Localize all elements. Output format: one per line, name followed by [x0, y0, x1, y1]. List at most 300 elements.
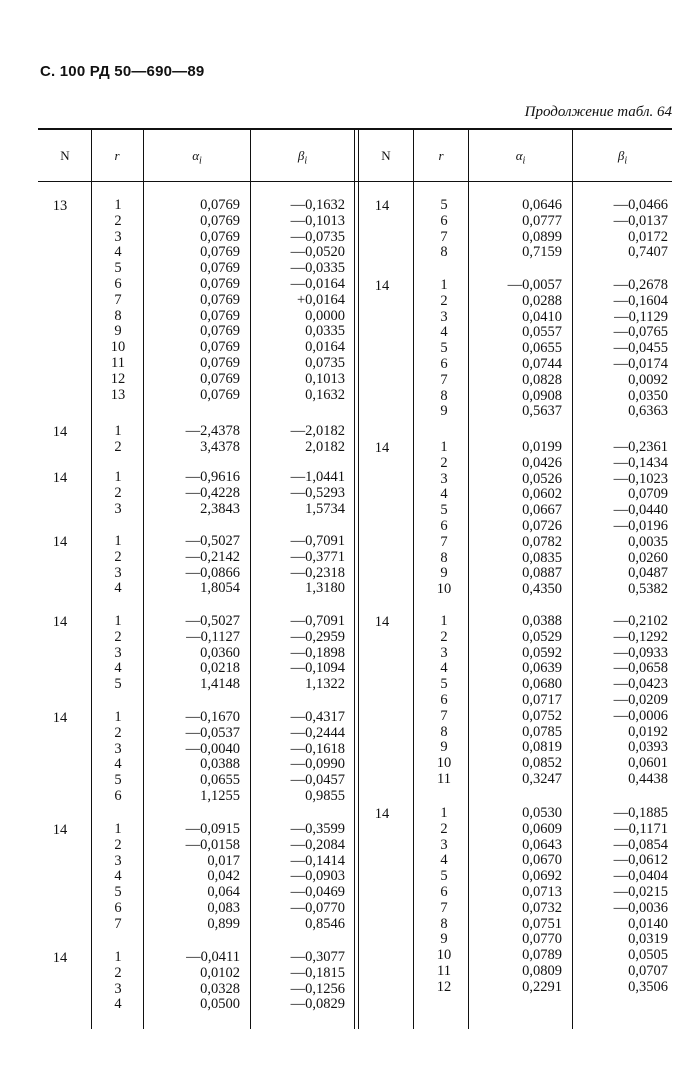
block-n-value: 13 [52, 198, 68, 214]
r-value: 2 [440, 820, 448, 837]
alpha-value: 2,3843 [200, 500, 240, 517]
beta-value: 0,0735 [305, 354, 345, 371]
r-value: 4 [440, 660, 448, 677]
beta-value: —0,1013 [290, 212, 345, 229]
alpha-value: 0,0732 [522, 899, 562, 916]
beta-value: 0,0192 [628, 723, 668, 740]
alpha-value: 0,4350 [522, 581, 562, 598]
beta-value: —0,0006 [613, 707, 668, 724]
alpha-value: 0,083 [207, 899, 240, 916]
block-n-value: 14 [52, 822, 68, 838]
alpha-value-column [150, 710, 240, 805]
r-value-column [424, 198, 464, 261]
r-value: 3 [440, 308, 448, 325]
header-r: r [114, 148, 120, 163]
block-n-value: 14 [374, 440, 390, 456]
beta-value: 0,7407 [628, 244, 668, 261]
beta-value: 0,0350 [628, 387, 668, 404]
r-value: 6 [440, 691, 448, 708]
alpha-value: —0,0158 [185, 836, 240, 853]
beta-value: —0,2444 [290, 724, 345, 741]
beta-value: 1,3180 [305, 580, 345, 597]
beta-value: —0,0829 [290, 996, 345, 1013]
alpha-value: 0,0887 [522, 565, 562, 582]
beta-value: —1,0441 [290, 469, 345, 485]
alpha-value: 0,0643 [522, 836, 562, 853]
r-value: 2 [114, 438, 122, 455]
alpha-value: —0,0537 [185, 724, 240, 741]
r-value: 1 [440, 805, 448, 821]
r-value: 2 [114, 212, 122, 229]
alpha-value: 0,0789 [522, 947, 562, 964]
beta-value: —0,1292 [613, 628, 668, 645]
r-value: 10 [436, 581, 452, 598]
r-value: 2 [440, 292, 448, 309]
beta-value: —0,2102 [613, 613, 668, 629]
alpha-value: —0,1670 [185, 709, 240, 725]
alpha-value: 0,0288 [522, 292, 562, 309]
alpha-value: 0,0769 [200, 244, 240, 261]
beta-value: —0,0770 [290, 899, 345, 916]
beta-value: —2,0182 [290, 423, 345, 439]
r-value: 3 [114, 228, 122, 245]
beta-value: 0,6363 [628, 403, 668, 420]
beta-value: —0,0466 [613, 197, 668, 213]
alpha-value: 0,0717 [522, 691, 562, 708]
alpha-value-column [472, 806, 562, 996]
beta-value: —0,0658 [613, 660, 668, 677]
r-value-column [98, 470, 138, 517]
beta-value: 0,0172 [628, 228, 668, 245]
r-value: 1 [114, 821, 122, 837]
r-value: 6 [440, 355, 448, 372]
alpha-value-column [150, 198, 240, 403]
alpha-value: 0,017 [207, 852, 240, 869]
r-value: 3 [114, 500, 122, 517]
r-value: 1 [440, 613, 448, 629]
beta-value: —0,0765 [613, 324, 668, 341]
r-value-column [98, 424, 138, 456]
beta-value: —0,1023 [613, 470, 668, 487]
beta-value-column [578, 278, 668, 420]
alpha-value: 0,0726 [522, 517, 562, 534]
beta-value: —0,2959 [290, 628, 345, 645]
column-divider [143, 129, 144, 1029]
r-value: 2 [114, 836, 122, 853]
r-value-column [424, 440, 464, 598]
r-value-column [98, 950, 138, 1013]
beta-value: 0,0092 [628, 371, 668, 388]
r-value-column [424, 614, 464, 788]
r-value: 4 [114, 868, 122, 885]
block-n-value: 14 [374, 806, 390, 822]
beta-value-column [255, 198, 345, 403]
r-value: 4 [440, 324, 448, 341]
r-value: 2 [114, 484, 122, 501]
beta-value: 1,5734 [305, 500, 345, 517]
r-value: 9 [440, 565, 448, 582]
beta-value: 0,0035 [628, 533, 668, 550]
alpha-value-column [472, 278, 562, 420]
block-n-value: 14 [374, 614, 390, 630]
r-value: 6 [440, 883, 448, 900]
beta-value: 0,0709 [628, 486, 668, 503]
r-value: 4 [114, 756, 122, 773]
beta-value: —0,0174 [613, 355, 668, 372]
block-n-value: 14 [52, 710, 68, 726]
beta-value: 0,8546 [305, 915, 345, 932]
r-value: 1 [114, 197, 122, 213]
alpha-value: 0,2291 [522, 978, 562, 995]
alpha-value: 0,0328 [200, 980, 240, 997]
r-value: 3 [440, 470, 448, 487]
r-value: 5 [440, 868, 448, 885]
alpha-value: 0,0646 [522, 197, 562, 213]
alpha-value: 0,0769 [200, 291, 240, 308]
header-beta: $\beta_i$ [297, 148, 308, 167]
alpha-value: 0,0852 [522, 755, 562, 772]
r-value: 8 [114, 307, 122, 324]
r-value: 9 [440, 931, 448, 948]
beta-value: 0,0260 [628, 549, 668, 566]
r-value: 9 [114, 323, 122, 340]
beta-value: —0,1256 [290, 980, 345, 997]
alpha-value: 0,899 [207, 915, 240, 932]
r-value: 2 [114, 724, 122, 741]
r-value: 5 [440, 340, 448, 357]
r-value: 8 [440, 723, 448, 740]
beta-value: —0,2678 [613, 277, 668, 293]
r-value: 7 [440, 707, 448, 724]
r-value: 6 [114, 275, 122, 292]
beta-value: —0,4317 [290, 709, 345, 725]
beta-value: —0,0933 [613, 644, 668, 661]
beta-value: —0,1171 [614, 820, 668, 837]
beta-value: 2,0182 [305, 438, 345, 455]
beta-value: —0,0990 [290, 756, 345, 773]
alpha-value: —0,0866 [185, 564, 240, 581]
alpha-value: 0,0769 [200, 197, 240, 213]
table-top-rule [38, 128, 672, 130]
r-value: 3 [440, 836, 448, 853]
r-value-column [98, 614, 138, 693]
r-value: 5 [440, 676, 448, 693]
beta-value: 0,0505 [628, 947, 668, 964]
alpha-value: 0,0360 [200, 644, 240, 661]
alpha-value: —0,2142 [185, 548, 240, 565]
table-continuation-label: Продолжение табл. 64 [524, 104, 672, 120]
r-value-column [424, 806, 464, 996]
alpha-value: 0,0744 [522, 355, 562, 372]
alpha-value: 0,0785 [522, 723, 562, 740]
alpha-value: —0,4228 [185, 484, 240, 501]
beta-value: —0,0457 [290, 772, 345, 789]
alpha-value-column [472, 614, 562, 788]
alpha-value: 0,0655 [522, 340, 562, 357]
r-value-column [98, 198, 138, 403]
alpha-value: 0,0769 [200, 275, 240, 292]
alpha-value: 0,0809 [522, 962, 562, 979]
alpha-value: —0,5027 [185, 613, 240, 629]
alpha-value: —0,0057 [507, 277, 562, 293]
alpha-value: 0,0199 [522, 439, 562, 455]
beta-value: —0,1094 [290, 660, 345, 677]
beta-value: —0,0440 [613, 502, 668, 519]
r-value: 1 [440, 277, 448, 293]
r-value: 3 [114, 980, 122, 997]
alpha-value: 0,0782 [522, 533, 562, 550]
beta-value: +0,0164 [296, 291, 345, 308]
r-value: 12 [110, 370, 126, 387]
block-n-value: 14 [52, 614, 68, 630]
r-value: 3 [114, 852, 122, 869]
alpha-value: 0,0639 [522, 660, 562, 677]
header-n: N [381, 148, 391, 163]
beta-value: 0,1632 [305, 386, 345, 403]
r-value: 10 [436, 755, 452, 772]
beta-value: —0,7091 [290, 613, 345, 629]
alpha-value: 0,0769 [200, 386, 240, 403]
header-alpha: $\alpha_i$ [515, 148, 526, 167]
beta-value-column [255, 822, 345, 933]
alpha-value: 0,0530 [522, 805, 562, 821]
r-value: 12 [436, 978, 452, 995]
column-divider [468, 129, 469, 1029]
block-n-value: 14 [52, 470, 68, 486]
alpha-value: 0,0819 [522, 739, 562, 756]
alpha-value: 0,0777 [522, 212, 562, 229]
block-n-value: 14 [374, 198, 390, 214]
alpha-value: 0,0692 [522, 868, 562, 885]
r-value: 4 [114, 244, 122, 261]
r-value-column [98, 534, 138, 597]
r-value: 5 [440, 502, 448, 519]
r-value: 5 [114, 676, 122, 693]
beta-value: 0,0601 [628, 755, 668, 772]
alpha-value: 0,0426 [522, 454, 562, 471]
r-value: 11 [437, 770, 451, 787]
beta-value: 0,0000 [305, 307, 345, 324]
r-value-column [98, 710, 138, 805]
alpha-value-column [150, 534, 240, 597]
beta-value: —0,0423 [613, 676, 668, 693]
beta-value: —0,0455 [613, 340, 668, 357]
r-value: 1 [114, 949, 122, 965]
alpha-value: —0,5027 [185, 533, 240, 549]
beta-value: —0,1129 [614, 308, 668, 325]
r-value: 8 [440, 915, 448, 932]
r-value: 6 [440, 517, 448, 534]
beta-value-column [578, 198, 668, 261]
alpha-value: 0,0713 [522, 883, 562, 900]
header-r: r [438, 148, 444, 163]
r-value: 3 [114, 564, 122, 581]
r-value: 1 [114, 423, 122, 439]
beta-value-column [255, 710, 345, 805]
page-header: С. 100 РД 50—690—89 [40, 63, 205, 80]
r-value: 9 [440, 403, 448, 420]
beta-value: —0,1885 [613, 805, 668, 821]
beta-value: —0,1434 [613, 454, 668, 471]
r-value: 7 [440, 533, 448, 550]
alpha-value: —2,4378 [185, 423, 240, 439]
block-n-value: 14 [52, 534, 68, 550]
column-divider [413, 129, 414, 1029]
alpha-value: —0,0411 [186, 949, 240, 965]
alpha-value: —0,1127 [186, 628, 240, 645]
alpha-value: 3,4378 [200, 438, 240, 455]
beta-value: —0,0215 [613, 883, 668, 900]
alpha-value: 0,0602 [522, 486, 562, 503]
alpha-value: 0,0770 [522, 931, 562, 948]
alpha-value: 0,0500 [200, 996, 240, 1013]
alpha-value: 0,0529 [522, 628, 562, 645]
beta-value: —0,0520 [290, 244, 345, 261]
alpha-value: 0,0557 [522, 324, 562, 341]
r-value-column [98, 822, 138, 933]
beta-value-column [578, 440, 668, 598]
alpha-value: —0,9616 [185, 469, 240, 485]
r-value: 13 [110, 386, 126, 403]
alpha-value: 0,0752 [522, 707, 562, 724]
beta-value: —0,0209 [613, 691, 668, 708]
table-center-double-line [354, 129, 355, 1029]
alpha-value-column [150, 424, 240, 456]
r-value: 6 [114, 899, 122, 916]
block-n-value: 14 [52, 424, 68, 440]
column-divider [91, 129, 92, 1029]
alpha-value: 0,5637 [522, 403, 562, 420]
r-value: 5 [114, 260, 122, 277]
table-center-double-line [358, 129, 359, 1029]
r-value: 7 [440, 371, 448, 388]
r-value: 4 [114, 996, 122, 1013]
beta-value: —0,5293 [290, 484, 345, 501]
r-value: 1 [114, 709, 122, 725]
alpha-value: 0,0769 [200, 339, 240, 356]
beta-value: —0,0469 [290, 884, 345, 901]
alpha-value: 0,0388 [200, 756, 240, 773]
table-header-rule [38, 181, 672, 182]
beta-value: —0,1898 [290, 644, 345, 661]
beta-value: —0,0903 [290, 868, 345, 885]
alpha-value-column [150, 614, 240, 693]
alpha-value: 0,0592 [522, 644, 562, 661]
beta-value: —0,0854 [613, 836, 668, 853]
alpha-value: 0,0828 [522, 371, 562, 388]
alpha-value: 0,0769 [200, 228, 240, 245]
alpha-value: 0,0410 [522, 308, 562, 325]
beta-value: 0,4438 [628, 770, 668, 787]
beta-value: —0,3599 [290, 821, 345, 837]
beta-value: —0,0036 [613, 899, 668, 916]
r-value: 11 [437, 962, 451, 979]
beta-value: 0,9855 [305, 787, 345, 804]
r-value: 4 [440, 852, 448, 869]
block-n-value: 14 [52, 950, 68, 966]
alpha-value: 0,0680 [522, 676, 562, 693]
r-value: 1 [440, 439, 448, 455]
beta-value: —0,2318 [290, 564, 345, 581]
beta-value: —0,7091 [290, 533, 345, 549]
r-value: 1 [114, 533, 122, 549]
alpha-value: 0,0609 [522, 820, 562, 837]
r-value: 2 [440, 628, 448, 645]
alpha-value: 0,0388 [522, 613, 562, 629]
r-value: 10 [110, 339, 126, 356]
r-value: 4 [440, 486, 448, 503]
r-value: 10 [436, 947, 452, 964]
r-value: 3 [114, 644, 122, 661]
alpha-value: 0,0102 [200, 964, 240, 981]
beta-value-column [255, 950, 345, 1013]
alpha-value: 0,0908 [522, 387, 562, 404]
r-value: 8 [440, 387, 448, 404]
r-value: 2 [440, 454, 448, 471]
alpha-value-column [472, 198, 562, 261]
beta-value: —0,1414 [290, 852, 345, 869]
beta-value: 0,0164 [305, 339, 345, 356]
beta-value: 0,0335 [305, 323, 345, 340]
alpha-value: 0,042 [207, 868, 240, 885]
beta-value: —0,0335 [290, 260, 345, 277]
beta-value: 0,0487 [628, 565, 668, 582]
alpha-value: 0,0835 [522, 549, 562, 566]
alpha-value: 0,064 [207, 884, 240, 901]
r-value: 4 [114, 660, 122, 677]
beta-value: —0,1632 [290, 197, 345, 213]
alpha-value: 1,1255 [200, 787, 240, 804]
alpha-value: 0,0670 [522, 852, 562, 869]
alpha-value: 0,0526 [522, 470, 562, 487]
beta-value: —0,0196 [613, 517, 668, 534]
alpha-value: 0,0218 [200, 660, 240, 677]
r-value: 5 [114, 772, 122, 789]
alpha-value: —0,0915 [185, 821, 240, 837]
alpha-value-column [150, 950, 240, 1013]
beta-value: —0,1618 [290, 740, 345, 757]
beta-value: 0,3506 [628, 978, 668, 995]
beta-value-column [578, 806, 668, 996]
beta-value: —0,3077 [290, 949, 345, 965]
r-value: 7 [440, 899, 448, 916]
alpha-value: 0,7159 [522, 244, 562, 261]
alpha-value: —0,0040 [185, 740, 240, 757]
r-value: 3 [114, 740, 122, 757]
alpha-value: 0,0769 [200, 212, 240, 229]
beta-value: 0,0319 [628, 931, 668, 948]
alpha-value: 0,0667 [522, 502, 562, 519]
beta-value: —0,0164 [290, 275, 345, 292]
beta-value: 0,0707 [628, 962, 668, 979]
beta-value: 1,1322 [305, 676, 345, 693]
beta-value: —0,0137 [613, 212, 668, 229]
column-divider [250, 129, 251, 1029]
r-value: 9 [440, 739, 448, 756]
beta-value: 0,1013 [305, 370, 345, 387]
beta-value-column [255, 470, 345, 517]
beta-value: —0,0404 [613, 868, 668, 885]
alpha-value: 0,0769 [200, 354, 240, 371]
r-value: 2 [114, 964, 122, 981]
alpha-value: 1,4148 [200, 676, 240, 693]
block-n-value: 14 [374, 278, 390, 294]
r-value: 7 [114, 291, 122, 308]
alpha-value: 0,0769 [200, 307, 240, 324]
r-value: 2 [114, 548, 122, 565]
beta-value: —0,3771 [290, 548, 345, 565]
beta-value: —0,1604 [613, 292, 668, 309]
